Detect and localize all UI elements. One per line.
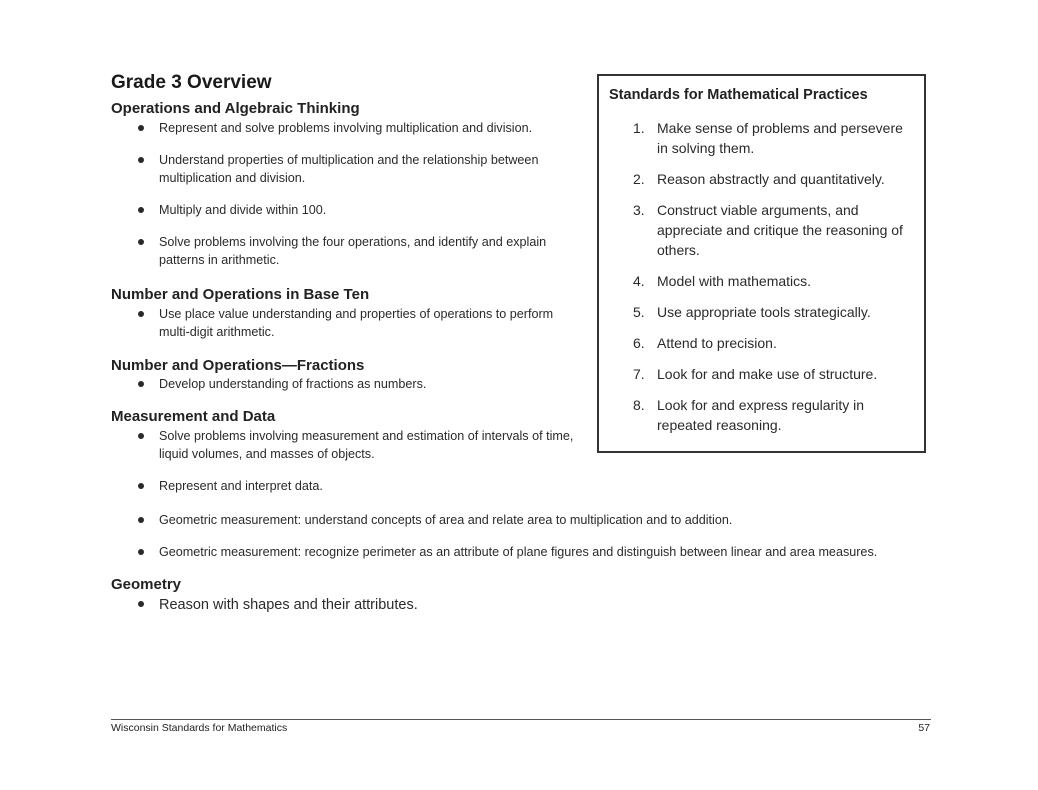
practice-item [599, 333, 924, 353]
practice-text: Reason abstractly and quantitatively. [657, 171, 885, 187]
practice-text: Model with mathematics. [657, 273, 812, 289]
practice-text: Look for and make use of structure. [657, 366, 878, 382]
practice-number: 1. [633, 120, 645, 136]
practice-item [599, 364, 924, 384]
practice-text: Construct viable arguments, and appreciate and critique the reasoning of others. [657, 202, 903, 258]
practices-box [597, 74, 926, 453]
list-base-ten [111, 305, 581, 355]
practice-number: 8. [633, 397, 645, 413]
practice-item [599, 302, 924, 322]
list-measurement-data-short [111, 427, 581, 509]
practice-number: 6. [633, 335, 645, 351]
practice-item [599, 200, 924, 260]
practice-item [599, 395, 924, 435]
list-item: Represent and interpret data. [111, 477, 581, 495]
list-item: Reason with shapes and their attributes. [111, 595, 581, 615]
page-number: 57 [918, 722, 930, 734]
list-item: Geometric measurement: understand concepts of area and relate area to multiplication and to addition. [111, 511, 931, 529]
list-item: Represent and solve problems involving multiplication and division. [111, 119, 581, 137]
practice-text: Make sense of problems and persevere in solving them. [657, 120, 903, 156]
list-item: Understand properties of multiplication and the relationship between multiplication and division. [111, 151, 581, 187]
practice-item [599, 271, 924, 291]
list-measurement-data-wide [111, 511, 931, 575]
section-heading-operations-algebraic-thinking: Operations and Algebraic Thinking [111, 100, 360, 117]
footer-divider [111, 719, 931, 720]
section-heading-measurement-data: Measurement and Data [111, 408, 276, 425]
list-item: Geometric measurement: recognize perimeter as an attribute of plane figures and distinguish between linear and area measures. [111, 543, 931, 561]
list-item: Develop understanding of fractions as numbers. [111, 375, 581, 393]
practice-text: Attend to precision. [657, 335, 777, 351]
practice-item [599, 118, 924, 158]
practices-list [599, 118, 924, 446]
list-item: Solve problems involving the four operations, and identify and explain patterns in arithmetic. [111, 233, 581, 269]
page-title: Grade 3 Overview [111, 72, 272, 93]
practices-title: Standards for Mathematical Practices [609, 87, 868, 103]
practice-number: 2. [633, 171, 645, 187]
practice-number: 7. [633, 366, 645, 382]
section-heading-fractions: Number and Operations—Fractions [111, 357, 365, 374]
practice-text: Look for and express regularity in repeated reasoning. [657, 397, 864, 433]
list-geometry [111, 595, 581, 629]
list-item: Multiply and divide within 100. [111, 201, 581, 219]
practice-item [599, 169, 924, 189]
list-item: Solve problems involving measurement and estimation of intervals of time, liquid volumes, and masses of objects. [111, 427, 581, 463]
practice-text: Use appropriate tools strategically. [657, 304, 871, 320]
list-fractions [111, 375, 581, 407]
practice-number: 5. [633, 304, 645, 320]
practice-number: 4. [633, 273, 645, 289]
section-heading-base-ten: Number and Operations in Base Ten [111, 286, 370, 303]
section-heading-geometry: Geometry [111, 576, 182, 593]
practice-number: 3. [633, 202, 645, 218]
list-item: Use place value understanding and properties of operations to perform multi-digit arithmetic. [111, 305, 581, 341]
list-operations-algebraic-thinking [111, 119, 581, 283]
footer-source: Wisconsin Standards for Mathematics [111, 722, 288, 734]
